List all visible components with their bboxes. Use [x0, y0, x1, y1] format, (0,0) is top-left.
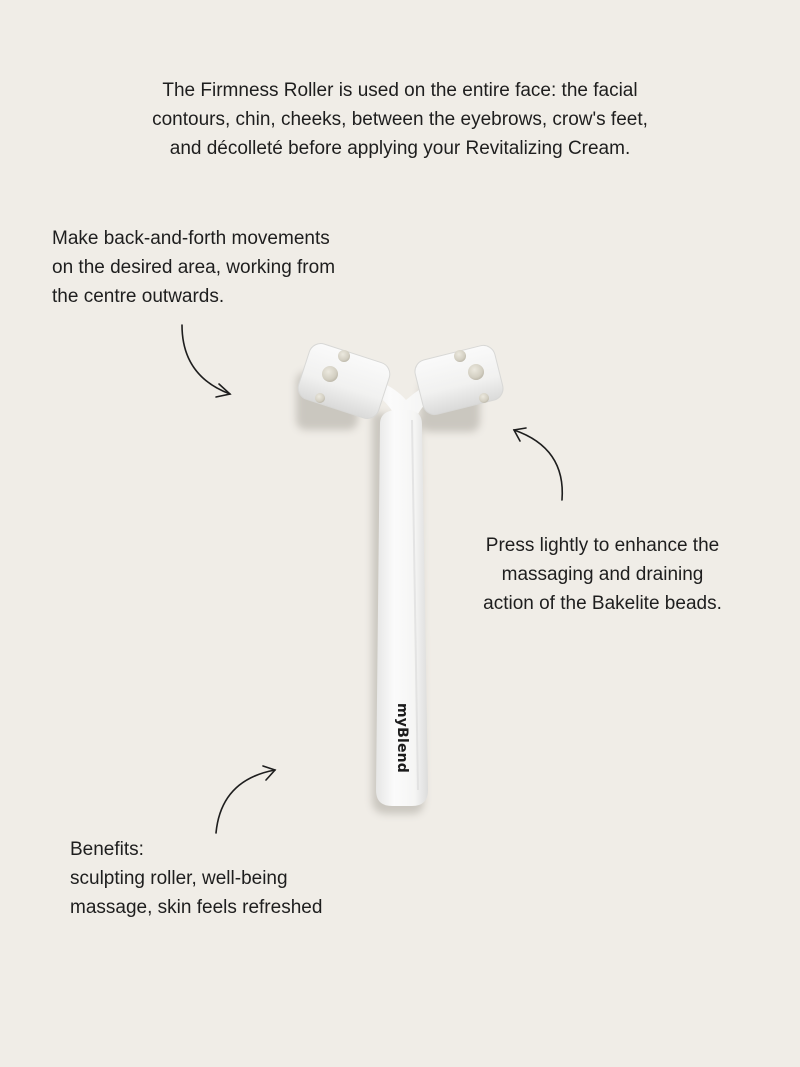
note-line: massage, skin feels refreshed: [70, 897, 323, 918]
bead: [322, 366, 338, 382]
bead: [454, 350, 466, 362]
note-line: action of the Bakelite beads.: [483, 593, 722, 614]
note-line: the centre outwards.: [52, 286, 225, 307]
bead: [315, 393, 325, 403]
note-line: Make back-and-forth movements: [52, 228, 330, 249]
bead: [468, 364, 484, 380]
intro-line: contours, chin, cheeks, between the eyebrows, crow's feet,: [152, 109, 648, 130]
right-roller-head: [412, 343, 505, 417]
bead: [338, 350, 350, 362]
note-line: Press lightly to enhance the: [485, 535, 720, 556]
brand-logo: [389, 698, 415, 778]
intro-line: and décolleté before applying your Revitalizing Cream.: [169, 138, 631, 159]
intro-line: The Firmness Roller is used on the entire face: the facial: [162, 80, 638, 101]
benefits-heading: Benefits:: [70, 839, 144, 860]
note-line: on the desired area, working from: [52, 257, 336, 278]
bead: [479, 393, 489, 403]
note-line: massaging and draining: [501, 564, 704, 585]
note-line: sculpting roller, well-being: [70, 868, 288, 889]
brand-name: myBlend: [394, 702, 411, 774]
